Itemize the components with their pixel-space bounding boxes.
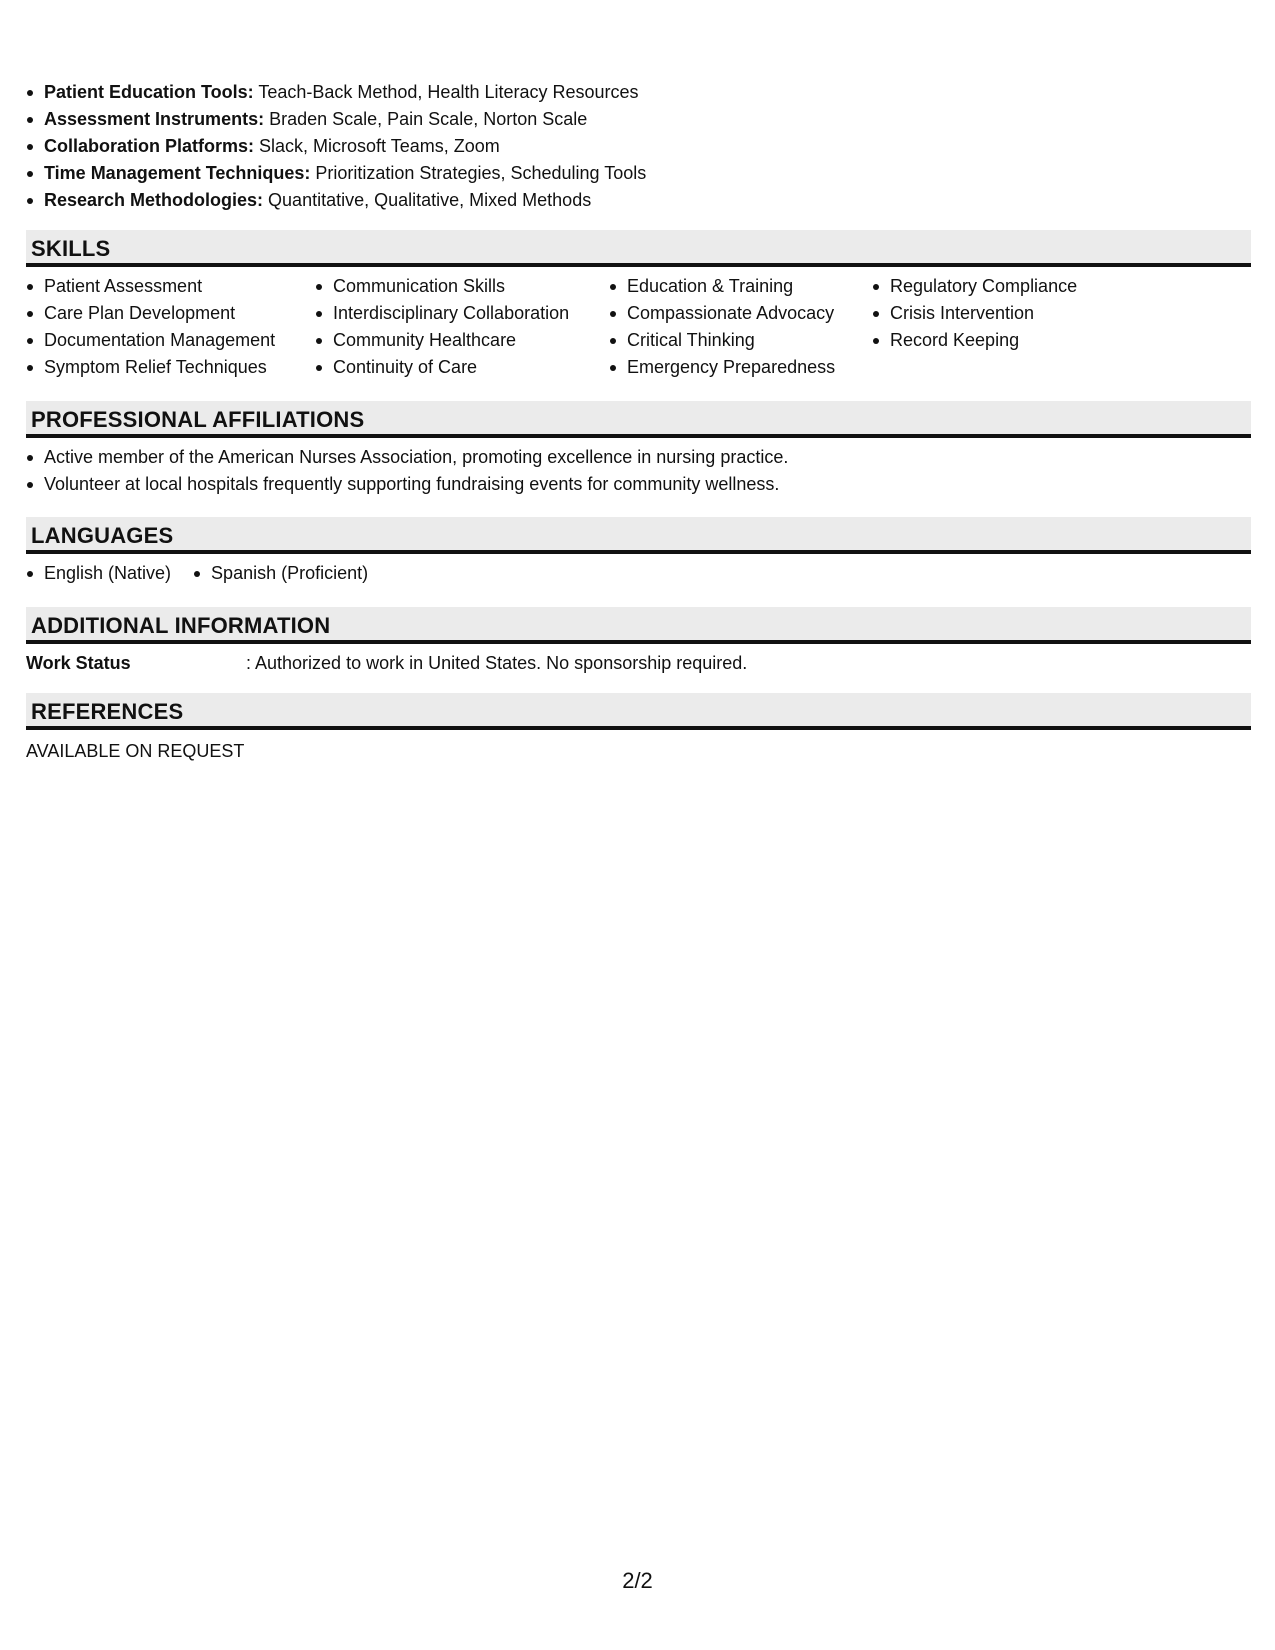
- tools-item-research: [26, 187, 646, 214]
- skill-item: Symptom Relief Techniques: [26, 354, 315, 381]
- skills-grid: [26, 273, 1251, 381]
- additional-info-heading: ADDITIONAL INFORMATION: [26, 607, 1251, 644]
- tools-item-value: Teach-Back Method, Health Literacy Resources: [253, 82, 639, 102]
- tools-item-label: Patient Education Tools:: [44, 82, 254, 102]
- additional-info-section: [26, 607, 1251, 677]
- affiliation-item: Volunteer at local hospitals frequently supporting fundraising events for community wellness.: [26, 471, 1251, 498]
- tools-item-value: Slack, Microsoft Teams, Zoom: [254, 136, 500, 156]
- tools-item-label: Assessment Instruments:: [44, 109, 265, 129]
- affiliations-heading: PROFESSIONAL AFFILIATIONS: [26, 401, 1251, 438]
- skills-column: [609, 273, 872, 381]
- language-item: Spanish (Proficient): [193, 560, 368, 587]
- skill-item: Regulatory Compliance: [872, 273, 1172, 300]
- skills-column: [872, 273, 1172, 381]
- affiliations-list: [26, 444, 1251, 498]
- tools-item-label: Collaboration Platforms:: [44, 136, 255, 156]
- language-item: English (Native): [26, 560, 171, 587]
- skill-item: Documentation Management: [26, 327, 315, 354]
- work-status-label: Work Status: [26, 653, 131, 673]
- tools-list: [26, 79, 646, 214]
- work-status-value: : Authorized to work in United States. No sponsorship required.: [246, 653, 748, 673]
- tools-item-label: Time Management Techniques:: [44, 163, 311, 183]
- tools-item-value: Prioritization Strategies, Scheduling Tools: [310, 163, 647, 183]
- skill-item: Patient Assessment: [26, 273, 315, 300]
- tools-item-time-management: [26, 160, 646, 187]
- tools-item-label: Research Methodologies:: [44, 190, 264, 210]
- skill-item: Continuity of Care: [315, 354, 609, 381]
- skill-item: Compassionate Advocacy: [609, 300, 872, 327]
- affiliation-item: Active member of the American Nurses Association, promoting excellence in nursing practice.: [26, 444, 1251, 471]
- tools-item-assessment: [26, 106, 646, 133]
- skill-item: Community Healthcare: [315, 327, 609, 354]
- page-number: 2/2: [622, 1568, 653, 1593]
- skill-item: Education & Training: [609, 273, 872, 300]
- skills-heading: SKILLS: [26, 230, 1251, 267]
- references-heading: REFERENCES: [26, 693, 1251, 730]
- tools-item-value: Braden Scale, Pain Scale, Norton Scale: [264, 109, 588, 129]
- languages-list: [26, 560, 1251, 587]
- skill-item: Communication Skills: [315, 273, 609, 300]
- skill-item: Crisis Intervention: [872, 300, 1172, 327]
- skill-item: Interdisciplinary Collaboration: [315, 300, 609, 327]
- skill-item: Emergency Preparedness: [609, 354, 872, 381]
- references-section: [26, 693, 1251, 765]
- work-status-row: [26, 650, 1251, 677]
- languages-section: [26, 517, 1251, 587]
- tools-item-collaboration: [26, 133, 646, 160]
- skills-column: [26, 273, 315, 381]
- tools-item-patient-education: [26, 79, 646, 106]
- skill-item: Critical Thinking: [609, 327, 872, 354]
- skill-item: Care Plan Development: [26, 300, 315, 327]
- languages-heading: LANGUAGES: [26, 517, 1251, 554]
- skill-item: Record Keeping: [872, 327, 1172, 354]
- skills-column: [315, 273, 609, 381]
- references-text: AVAILABLE ON REQUEST: [26, 741, 245, 761]
- skills-section: [26, 230, 1251, 381]
- tools-item-value: Quantitative, Qualitative, Mixed Methods: [263, 190, 592, 210]
- affiliations-section: [26, 401, 1251, 498]
